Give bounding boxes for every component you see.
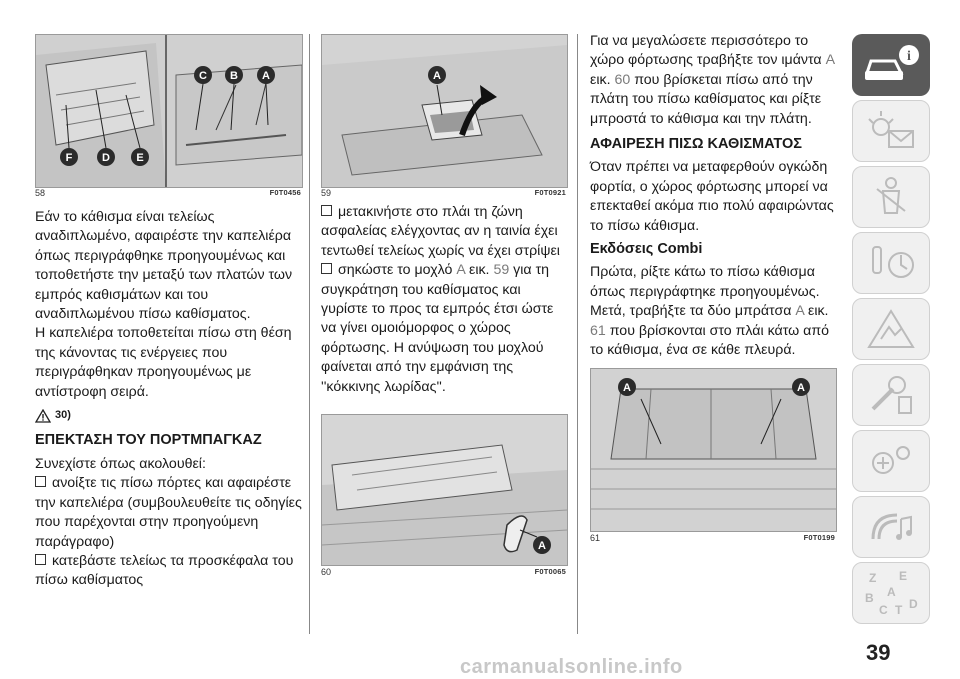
column-2 xyxy=(321,203,566,397)
starting-driving-icon xyxy=(863,241,919,285)
figure-58-number: 58 xyxy=(35,188,46,198)
col3-paragraph-2: Όταν πρέπει να μεταφερθούν ογκώδη φορτία, ο χώρος φόρτωσης μπορεί να επεκταθεί ακόμα πιο πολύ αφαιρώντας το πίσω κάθισμα. xyxy=(590,159,834,234)
col2-step-3 xyxy=(321,203,566,261)
ref-letter: A xyxy=(825,52,835,69)
figure-60 xyxy=(321,414,568,566)
p3-text-c: που βρίσκονται στο πλάι κάτω από το κάθισμα, ένα σε κάθε πλευρά. xyxy=(590,322,830,359)
badge-c-text: C xyxy=(199,70,207,82)
tab-warning-lights[interactable] xyxy=(852,100,930,162)
ref-letter: A xyxy=(456,262,466,279)
badge-a-text: A xyxy=(538,540,546,552)
badge-e-text: E xyxy=(136,152,144,164)
badge-b-text: B xyxy=(230,70,238,82)
badge-d-text: D xyxy=(102,152,110,164)
column-1 xyxy=(35,208,303,591)
col2-step-4 xyxy=(321,261,566,397)
warning-icon xyxy=(35,409,51,423)
technical-data-icon xyxy=(863,439,919,483)
figure-58-code: F0T0456 xyxy=(269,188,301,197)
chapter-sidebar xyxy=(852,34,930,628)
p1-text-a: Για να μεγαλώσετε περισσότερο το χώρο φόρτωσης τραβήξτε τον ιμάντα xyxy=(590,33,826,69)
figure-58-caption xyxy=(35,188,301,198)
p3-text-b: εικ. xyxy=(804,303,829,320)
tab-safety[interactable] xyxy=(852,166,930,228)
step-3-text: μετακινήστε στο πλάι τη ζώνη ασφαλείας ελέγχοντας αν η ταινία έχει τεντωθεί τελείως χωρίς να έχει στρίψει xyxy=(321,204,560,259)
p3-text-a: Πρώτα, ρίξτε κάτω το πίσω κάθισμα όπως περιγράφτηκε προηγουμένως. Μετά, τραβήξτε τα δύο μπράτσα xyxy=(590,264,820,320)
figure-61-caption xyxy=(590,533,835,543)
svg-text:C: C xyxy=(879,603,888,617)
section-heading-rear-seat-removal: ΑΦΑΙΡΕΣΗ ΠΙΣΩ ΚΑΘΙΣΜΑΤΟΣ xyxy=(590,136,802,153)
svg-text:i: i xyxy=(907,49,911,64)
col1-intro: Συνεχίστε όπως ακολουθεί: xyxy=(35,455,206,472)
warning-ref: 30) xyxy=(55,409,71,422)
checkbox-bullet xyxy=(321,263,332,274)
step-4-text-b: εικ. xyxy=(465,262,494,279)
tab-technical-data[interactable] xyxy=(852,430,930,492)
figure-60-code: F0T0065 xyxy=(534,567,566,576)
figure-59-caption xyxy=(321,188,566,198)
subheading-combi: Εκδόσεις Combi xyxy=(590,241,703,258)
badge-a-left-text: A xyxy=(623,382,631,394)
maintenance-icon xyxy=(863,373,919,417)
figure-60-number: 60 xyxy=(321,567,332,577)
step-1-text: ανοίξτε τις πίσω πόρτες και αφαιρέστε την καπελιέρα (συμβουλευθείτε τις οδηγίες που παρέχονται στην προηγούμενη παράγραφο) xyxy=(35,475,302,550)
figure-59-number: 59 xyxy=(321,188,332,198)
emergency-icon xyxy=(863,307,919,351)
col1-paragraph-1: Εάν το κάθισμα είναι τελείως αναδιπλωμένο, αφαιρέστε την καπελιέρα όπως περιγράφθηκε προηγουμένως και τοποθετήστε την μεταξύ των πλατών των εμπρός καθισμάτων και του αναδιπλωμένου πίσω καθίσματος. xyxy=(35,209,293,323)
figure-59-illustration xyxy=(322,35,567,187)
svg-text:D: D xyxy=(909,597,918,611)
safety-icon xyxy=(863,175,919,219)
svg-text:Z: Z xyxy=(869,571,877,585)
p1-text-b: εικ. xyxy=(590,71,615,88)
ref-figure: 61 xyxy=(590,322,606,339)
car-info-icon xyxy=(861,43,921,87)
badge-f-text: F xyxy=(65,152,73,164)
checkbox-bullet xyxy=(35,476,46,487)
tab-emergency[interactable] xyxy=(852,298,930,360)
figure-60-illustration xyxy=(322,415,567,565)
svg-text:T: T xyxy=(895,603,903,617)
p1-text-c: που βρίσκεται πίσω από την πλάτη του πίσω καθίσματος και ρίξτε μπροστά το κάθισμα και την πλάτη. xyxy=(590,71,822,127)
warning-lights-icon xyxy=(863,109,919,153)
figure-60-caption xyxy=(321,567,566,577)
checkbox-bullet xyxy=(321,205,332,216)
tab-index[interactable] xyxy=(852,562,930,624)
badge-a-right-text: A xyxy=(797,382,805,394)
watermark: carmanualsonline.info xyxy=(460,656,683,678)
figure-59 xyxy=(321,34,568,188)
badge-a-text: A xyxy=(262,70,270,82)
tab-car-info[interactable] xyxy=(852,34,930,96)
index-icon xyxy=(861,568,921,618)
step-2-text: κατεβάστε τελείως τα προσκέφαλα του πίσω καθίσματος xyxy=(35,552,294,589)
col1-paragraph-2: Η καπελιέρα τοποθετείται πίσω στη θέση της κάνοντας τις ενέργειες που περιγράφθηκαν προηγουμένως με αντίστροφη σειρά. xyxy=(35,325,292,400)
multimedia-icon xyxy=(863,505,919,549)
figure-59-code: F0T0921 xyxy=(534,188,566,197)
svg-text:E: E xyxy=(899,569,908,583)
column-divider-2 xyxy=(577,34,578,634)
column-3 xyxy=(590,32,835,361)
ref-figure: 60 xyxy=(614,71,631,88)
tab-starting-driving[interactable] xyxy=(852,232,930,294)
page-number: 39 xyxy=(866,640,891,665)
tab-multimedia[interactable] xyxy=(852,496,930,558)
tab-maintenance[interactable] xyxy=(852,364,930,426)
column-divider-1 xyxy=(309,34,310,634)
section-heading-trunk-extension: ΕΠΕΚΤΑΣΗ ΤΟΥ ΠΟΡΤΜΠΑΓΚΑΖ xyxy=(35,432,262,449)
warning-note xyxy=(35,406,303,425)
step-4-text-c: για τη συγκράτηση του καθίσματος και γυρίστε το προς τα εμπρός έτσι ώστε να γίνει ομοιόμορφος ο χώρος φόρτωσης. Η ανύψωση του μοχλού φαίνεται από την εμφάνιση της ''κόκκινης λωρίδας''. xyxy=(321,262,554,395)
figure-61-code: F0T0199 xyxy=(803,533,835,542)
step-4-text-a: σηκώστε το μοχλό xyxy=(338,262,457,279)
checkbox-bullet xyxy=(35,554,46,565)
svg-text:A: A xyxy=(887,585,896,599)
col1-step-1 xyxy=(35,474,303,552)
svg-text:B: B xyxy=(865,591,874,605)
col1-step-2 xyxy=(35,552,303,591)
figure-58-illustration xyxy=(36,35,302,187)
ref-letter: A xyxy=(795,303,805,320)
figure-61-illustration xyxy=(591,369,836,531)
col3-paragraph-3 xyxy=(590,263,835,360)
ref-figure: 59 xyxy=(493,262,510,279)
figure-58 xyxy=(35,34,303,188)
figure-61-number: 61 xyxy=(590,533,601,543)
figure-61 xyxy=(590,368,837,532)
col3-paragraph-1 xyxy=(590,32,835,129)
badge-a-text: A xyxy=(433,70,441,82)
